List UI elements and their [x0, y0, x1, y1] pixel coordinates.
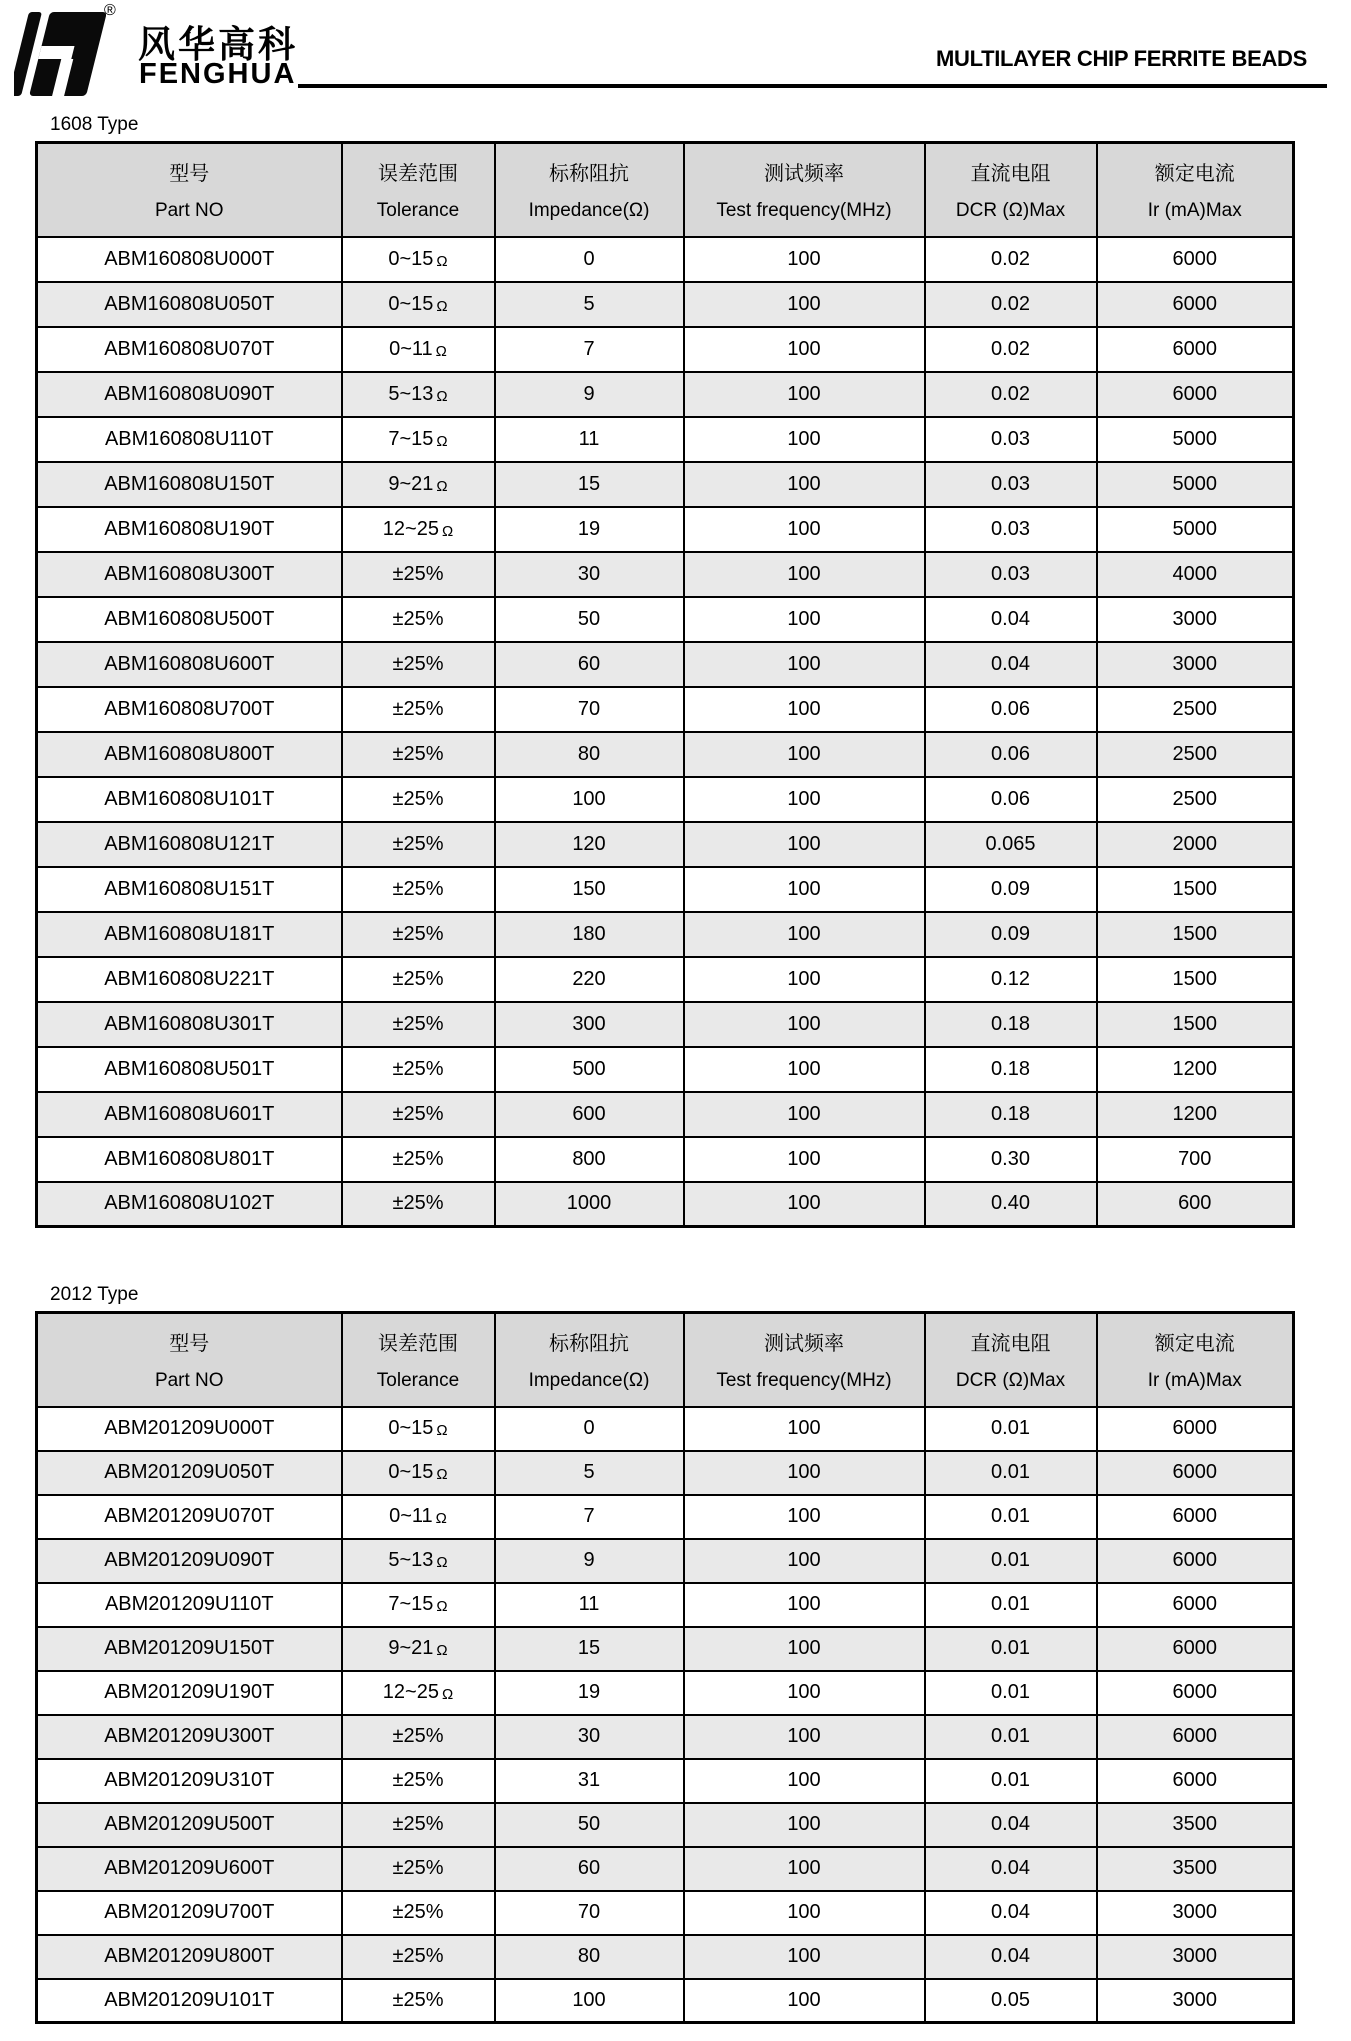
- cell-rated-current: 700: [1097, 1137, 1294, 1182]
- cell-rated-current: 4000: [1097, 552, 1294, 597]
- cell-part-no: ABM160808U102T: [37, 1182, 342, 1227]
- cell-tolerance: ±25%: [342, 552, 495, 597]
- cell-part-no: ABM201209U101T: [37, 1979, 342, 2023]
- cell-dcr: 0.12: [925, 957, 1097, 1002]
- cell-part-no: ABM201209U000T: [37, 1407, 342, 1451]
- cell-test-frequency: 100: [684, 1583, 925, 1627]
- cell-impedance: 300: [495, 1002, 684, 1047]
- cell-impedance: 60: [495, 1847, 684, 1891]
- cell-dcr: 0.04: [925, 642, 1097, 687]
- cell-tolerance: ±25%: [342, 1715, 495, 1759]
- spec-row: [37, 777, 1294, 822]
- cell-part-no: ABM160808U301T: [37, 1002, 342, 1047]
- cell-tolerance: ±25%: [342, 1182, 495, 1227]
- spec-row: [37, 327, 1294, 372]
- cell-part-no: ABM201209U500T: [37, 1803, 342, 1847]
- cell-tolerance: 9~21 Ω: [342, 1627, 495, 1671]
- spec-row: [37, 1759, 1294, 1803]
- cell-tolerance: ±25%: [342, 1137, 495, 1182]
- cell-dcr: 0.03: [925, 507, 1097, 552]
- cell-rated-current: 2500: [1097, 732, 1294, 777]
- spec-row: [37, 1891, 1294, 1935]
- cell-rated-current: 600: [1097, 1182, 1294, 1227]
- cell-rated-current: 1500: [1097, 957, 1294, 1002]
- cell-tolerance: ±25%: [342, 1759, 495, 1803]
- cell-part-no: ABM201209U310T: [37, 1759, 342, 1803]
- spec-row: [37, 1137, 1294, 1182]
- cell-part-no: ABM201209U700T: [37, 1891, 342, 1935]
- column-header-test-frequency: 测试频率 Test frequency(MHz): [684, 143, 925, 237]
- cell-part-no: ABM160808U221T: [37, 957, 342, 1002]
- cell-rated-current: 3000: [1097, 1935, 1294, 1979]
- cell-part-no: ABM160808U181T: [37, 912, 342, 957]
- cell-part-no: ABM160808U601T: [37, 1092, 342, 1137]
- cell-tolerance: ±25%: [342, 957, 495, 1002]
- cell-test-frequency: 100: [684, 912, 925, 957]
- cell-part-no: ABM201209U090T: [37, 1539, 342, 1583]
- cell-rated-current: 3500: [1097, 1803, 1294, 1847]
- cell-dcr: 0.02: [925, 282, 1097, 327]
- spec-row: [37, 1935, 1294, 1979]
- cell-dcr: 0.05: [925, 1979, 1097, 2023]
- cell-dcr: 0.01: [925, 1715, 1097, 1759]
- cell-dcr: 0.065: [925, 822, 1097, 867]
- column-header-rated-current: 额定电流 Ir (mA)Max: [1097, 1313, 1294, 1407]
- cell-impedance: 19: [495, 1671, 684, 1715]
- cell-impedance: 15: [495, 1627, 684, 1671]
- cell-dcr: 0.04: [925, 1847, 1097, 1891]
- cell-part-no: ABM201209U070T: [37, 1495, 342, 1539]
- cell-test-frequency: 100: [684, 1979, 925, 2023]
- spec-row: [37, 1979, 1294, 2023]
- cell-rated-current: 6000: [1097, 327, 1294, 372]
- cell-rated-current: 6000: [1097, 1671, 1294, 1715]
- spec-row: [37, 687, 1294, 732]
- cell-test-frequency: 100: [684, 597, 925, 642]
- cell-test-frequency: 100: [684, 1539, 925, 1583]
- cell-impedance: 80: [495, 732, 684, 777]
- cell-rated-current: 6000: [1097, 1451, 1294, 1495]
- cell-impedance: 5: [495, 282, 684, 327]
- cell-part-no: ABM201209U190T: [37, 1671, 342, 1715]
- spec-row: [37, 1047, 1294, 1092]
- spec-row: [37, 462, 1294, 507]
- section-2012-type: [0, 1284, 1351, 2024]
- cell-impedance: 120: [495, 822, 684, 867]
- fenghua-logo-icon: [14, 8, 106, 105]
- spec-row: [37, 417, 1294, 462]
- cell-impedance: 11: [495, 1583, 684, 1627]
- spec-row: [37, 282, 1294, 327]
- cell-test-frequency: 100: [684, 732, 925, 777]
- cell-impedance: 15: [495, 462, 684, 507]
- cell-test-frequency: 100: [684, 1092, 925, 1137]
- cell-impedance: 7: [495, 1495, 684, 1539]
- cell-impedance: 1000: [495, 1182, 684, 1227]
- cell-part-no: ABM160808U300T: [37, 552, 342, 597]
- spec-row: [37, 1539, 1294, 1583]
- cell-part-no: ABM160808U070T: [37, 327, 342, 372]
- spec-row: [37, 1182, 1294, 1227]
- spec-row: [37, 822, 1294, 867]
- cell-dcr: 0.04: [925, 1803, 1097, 1847]
- cell-part-no: ABM160808U500T: [37, 597, 342, 642]
- spec-row: [37, 1847, 1294, 1891]
- column-header-part-no: 型号 Part NO: [37, 1313, 342, 1407]
- cell-rated-current: 1200: [1097, 1047, 1294, 1092]
- cell-tolerance: 12~25 Ω: [342, 507, 495, 552]
- cell-part-no: ABM201209U150T: [37, 1627, 342, 1671]
- cell-rated-current: 3000: [1097, 1979, 1294, 2023]
- brand-name-chinese: 风华高科: [138, 24, 298, 65]
- cell-rated-current: 2500: [1097, 777, 1294, 822]
- cell-rated-current: 6000: [1097, 1495, 1294, 1539]
- cell-test-frequency: 100: [684, 777, 925, 822]
- cell-rated-current: 3000: [1097, 642, 1294, 687]
- cell-impedance: 7: [495, 327, 684, 372]
- document-title: MULTILAYER CHIP FERRITE BEADS: [935, 46, 1307, 71]
- cell-dcr: 0.02: [925, 327, 1097, 372]
- cell-dcr: 0.30: [925, 1137, 1097, 1182]
- cell-test-frequency: 100: [684, 1495, 925, 1539]
- cell-tolerance: 7~15 Ω: [342, 1583, 495, 1627]
- cell-dcr: 0.04: [925, 1891, 1097, 1935]
- cell-tolerance: ±25%: [342, 867, 495, 912]
- cell-test-frequency: 100: [684, 1627, 925, 1671]
- cell-tolerance: 0~15 Ω: [342, 1451, 495, 1495]
- cell-part-no: ABM160808U101T: [37, 777, 342, 822]
- cell-dcr: 0.01: [925, 1495, 1097, 1539]
- cell-test-frequency: 100: [684, 1715, 925, 1759]
- spec-row: [37, 1407, 1294, 1451]
- cell-tolerance: ±25%: [342, 642, 495, 687]
- cell-rated-current: 1500: [1097, 912, 1294, 957]
- cell-dcr: 0.01: [925, 1451, 1097, 1495]
- cell-impedance: 180: [495, 912, 684, 957]
- cell-tolerance: ±25%: [342, 1891, 495, 1935]
- cell-test-frequency: 100: [684, 552, 925, 597]
- cell-tolerance: ±25%: [342, 597, 495, 642]
- cell-test-frequency: 100: [684, 1847, 925, 1891]
- spec-row: [37, 867, 1294, 912]
- cell-impedance: 9: [495, 1539, 684, 1583]
- cell-part-no: ABM160808U700T: [37, 687, 342, 732]
- cell-rated-current: 1200: [1097, 1092, 1294, 1137]
- spec-table-2012: [35, 1311, 1295, 2024]
- cell-rated-current: 6000: [1097, 1759, 1294, 1803]
- cell-rated-current: 2000: [1097, 822, 1294, 867]
- cell-dcr: 0.01: [925, 1539, 1097, 1583]
- cell-test-frequency: 100: [684, 1759, 925, 1803]
- cell-dcr: 0.09: [925, 867, 1097, 912]
- cell-dcr: 0.06: [925, 777, 1097, 822]
- cell-impedance: 220: [495, 957, 684, 1002]
- spec-row: [37, 1627, 1294, 1671]
- cell-part-no: ABM160808U501T: [37, 1047, 342, 1092]
- cell-impedance: 50: [495, 597, 684, 642]
- cell-dcr: 0.01: [925, 1671, 1097, 1715]
- cell-test-frequency: 100: [684, 1407, 925, 1451]
- cell-part-no: ABM160808U121T: [37, 822, 342, 867]
- cell-dcr: 0.02: [925, 372, 1097, 417]
- cell-part-no: ABM201209U300T: [37, 1715, 342, 1759]
- column-header-dcr: 直流电阻 DCR (Ω)Max: [925, 143, 1097, 237]
- cell-part-no: ABM201209U110T: [37, 1583, 342, 1627]
- cell-dcr: 0.18: [925, 1002, 1097, 1047]
- cell-dcr: 0.06: [925, 732, 1097, 777]
- cell-part-no: ABM160808U190T: [37, 507, 342, 552]
- cell-impedance: 9: [495, 372, 684, 417]
- spec-row: [37, 642, 1294, 687]
- cell-impedance: 50: [495, 1803, 684, 1847]
- cell-impedance: 0: [495, 237, 684, 282]
- column-header-impedance: 标称阻抗 Impedance(Ω): [495, 1313, 684, 1407]
- cell-tolerance: ±25%: [342, 822, 495, 867]
- cell-dcr: 0.09: [925, 912, 1097, 957]
- cell-test-frequency: 100: [684, 822, 925, 867]
- cell-impedance: 5: [495, 1451, 684, 1495]
- section-1608-type: [0, 114, 1351, 1228]
- cell-impedance: 70: [495, 1891, 684, 1935]
- cell-impedance: 500: [495, 1047, 684, 1092]
- cell-test-frequency: 100: [684, 1182, 925, 1227]
- spec-row: [37, 372, 1294, 417]
- column-header-tolerance: 误差范围 Tolerance: [342, 1313, 495, 1407]
- cell-tolerance: 0~15 Ω: [342, 237, 495, 282]
- spec-row: [37, 957, 1294, 1002]
- spec-row: [37, 1583, 1294, 1627]
- brand-name-english: FENGHUA: [139, 58, 297, 90]
- cell-part-no: ABM160808U050T: [37, 282, 342, 327]
- cell-test-frequency: 100: [684, 1451, 925, 1495]
- cell-test-frequency: 100: [684, 1803, 925, 1847]
- cell-tolerance: ±25%: [342, 1047, 495, 1092]
- cell-part-no: ABM201209U050T: [37, 1451, 342, 1495]
- cell-impedance: 100: [495, 777, 684, 822]
- cell-rated-current: 1500: [1097, 1002, 1294, 1047]
- spec-row: [37, 1671, 1294, 1715]
- cell-dcr: 0.03: [925, 417, 1097, 462]
- cell-tolerance: 9~21 Ω: [342, 462, 495, 507]
- cell-dcr: 0.01: [925, 1407, 1097, 1451]
- cell-part-no: ABM160808U110T: [37, 417, 342, 462]
- spec-row: [37, 552, 1294, 597]
- page-header: [0, 0, 1351, 100]
- cell-test-frequency: 100: [684, 642, 925, 687]
- cell-test-frequency: 100: [684, 282, 925, 327]
- cell-tolerance: ±25%: [342, 1803, 495, 1847]
- spec-row: [37, 1092, 1294, 1137]
- cell-impedance: 19: [495, 507, 684, 552]
- column-header-impedance: 标称阻抗 Impedance(Ω): [495, 143, 684, 237]
- spec-row: [37, 1451, 1294, 1495]
- cell-part-no: ABM160808U151T: [37, 867, 342, 912]
- cell-test-frequency: 100: [684, 1891, 925, 1935]
- column-header-part-no: 型号 Part NO: [37, 143, 342, 237]
- cell-impedance: 30: [495, 552, 684, 597]
- cell-dcr: 0.04: [925, 1935, 1097, 1979]
- cell-test-frequency: 100: [684, 327, 925, 372]
- header-divider: [298, 84, 1327, 88]
- cell-dcr: 0.40: [925, 1182, 1097, 1227]
- cell-dcr: 0.06: [925, 687, 1097, 732]
- cell-rated-current: 6000: [1097, 372, 1294, 417]
- cell-rated-current: 6000: [1097, 1715, 1294, 1759]
- cell-impedance: 11: [495, 417, 684, 462]
- cell-rated-current: 2500: [1097, 687, 1294, 732]
- cell-rated-current: 5000: [1097, 417, 1294, 462]
- cell-tolerance: ±25%: [342, 1002, 495, 1047]
- cell-rated-current: 6000: [1097, 282, 1294, 327]
- cell-tolerance: 0~15 Ω: [342, 282, 495, 327]
- cell-tolerance: ±25%: [342, 777, 495, 822]
- cell-rated-current: 6000: [1097, 237, 1294, 282]
- column-header-tolerance: 误差范围 Tolerance: [342, 143, 495, 237]
- cell-test-frequency: 100: [684, 462, 925, 507]
- column-header-test-frequency: 测试频率 Test frequency(MHz): [684, 1313, 925, 1407]
- cell-impedance: 60: [495, 642, 684, 687]
- cell-dcr: 0.04: [925, 597, 1097, 642]
- cell-rated-current: 3000: [1097, 597, 1294, 642]
- cell-rated-current: 5000: [1097, 507, 1294, 552]
- cell-part-no: ABM160808U000T: [37, 237, 342, 282]
- cell-rated-current: 3000: [1097, 1891, 1294, 1935]
- cell-test-frequency: 100: [684, 687, 925, 732]
- cell-tolerance: 12~25 Ω: [342, 1671, 495, 1715]
- cell-part-no: ABM160808U090T: [37, 372, 342, 417]
- cell-rated-current: 6000: [1097, 1583, 1294, 1627]
- cell-impedance: 600: [495, 1092, 684, 1137]
- cell-part-no: ABM160808U150T: [37, 462, 342, 507]
- spec-row: [37, 237, 1294, 282]
- cell-tolerance: 5~13 Ω: [342, 1539, 495, 1583]
- cell-tolerance: ±25%: [342, 1979, 495, 2023]
- registered-trademark-icon: ®: [104, 2, 116, 19]
- cell-tolerance: ±25%: [342, 1935, 495, 1979]
- cell-test-frequency: 100: [684, 1137, 925, 1182]
- cell-tolerance: ±25%: [342, 1847, 495, 1891]
- cell-impedance: 0: [495, 1407, 684, 1451]
- cell-test-frequency: 100: [684, 1047, 925, 1092]
- cell-tolerance: ±25%: [342, 687, 495, 732]
- cell-tolerance: ±25%: [342, 912, 495, 957]
- cell-test-frequency: 100: [684, 372, 925, 417]
- table-header-row: [37, 143, 1294, 237]
- spec-row: [37, 912, 1294, 957]
- cell-rated-current: 5000: [1097, 462, 1294, 507]
- cell-test-frequency: 100: [684, 417, 925, 462]
- cell-part-no: ABM201209U800T: [37, 1935, 342, 1979]
- cell-tolerance: ±25%: [342, 732, 495, 777]
- cell-part-no: ABM160808U800T: [37, 732, 342, 777]
- cell-impedance: 31: [495, 1759, 684, 1803]
- cell-rated-current: 6000: [1097, 1627, 1294, 1671]
- column-header-dcr: 直流电阻 DCR (Ω)Max: [925, 1313, 1097, 1407]
- spec-row: [37, 1803, 1294, 1847]
- cell-rated-current: 1500: [1097, 867, 1294, 912]
- cell-dcr: 0.18: [925, 1092, 1097, 1137]
- cell-test-frequency: 100: [684, 1002, 925, 1047]
- cell-dcr: 0.03: [925, 552, 1097, 597]
- spec-row: [37, 1715, 1294, 1759]
- cell-impedance: 100: [495, 1979, 684, 2023]
- column-header-rated-current: 额定电流 Ir (mA)Max: [1097, 143, 1294, 237]
- cell-tolerance: 0~15 Ω: [342, 1407, 495, 1451]
- cell-dcr: 0.01: [925, 1759, 1097, 1803]
- cell-part-no: ABM201209U600T: [37, 1847, 342, 1891]
- table-header-row: [37, 1313, 1294, 1407]
- spec-row: [37, 1495, 1294, 1539]
- cell-rated-current: 3500: [1097, 1847, 1294, 1891]
- cell-dcr: 0.01: [925, 1627, 1097, 1671]
- cell-impedance: 30: [495, 1715, 684, 1759]
- cell-tolerance: 0~11 Ω: [342, 327, 495, 372]
- cell-dcr: 0.03: [925, 462, 1097, 507]
- spec-row: [37, 732, 1294, 777]
- spec-row: [37, 507, 1294, 552]
- spec-table-1608: [35, 141, 1295, 1228]
- cell-test-frequency: 100: [684, 237, 925, 282]
- cell-rated-current: 6000: [1097, 1539, 1294, 1583]
- cell-impedance: 80: [495, 1935, 684, 1979]
- cell-tolerance: 5~13 Ω: [342, 372, 495, 417]
- cell-test-frequency: 100: [684, 1935, 925, 1979]
- cell-rated-current: 6000: [1097, 1407, 1294, 1451]
- cell-part-no: ABM160808U600T: [37, 642, 342, 687]
- cell-test-frequency: 100: [684, 957, 925, 1002]
- cell-tolerance: ±25%: [342, 1092, 495, 1137]
- spec-row: [37, 1002, 1294, 1047]
- cell-impedance: 800: [495, 1137, 684, 1182]
- cell-impedance: 70: [495, 687, 684, 732]
- cell-dcr: 0.02: [925, 237, 1097, 282]
- cell-dcr: 0.18: [925, 1047, 1097, 1092]
- cell-impedance: 150: [495, 867, 684, 912]
- cell-dcr: 0.01: [925, 1583, 1097, 1627]
- cell-part-no: ABM160808U801T: [37, 1137, 342, 1182]
- section-label-1608: 1608 Type: [50, 114, 139, 135]
- cell-tolerance: 0~11 Ω: [342, 1495, 495, 1539]
- section-label-2012: 2012 Type: [50, 1284, 139, 1305]
- spec-row: [37, 597, 1294, 642]
- cell-test-frequency: 100: [684, 507, 925, 552]
- cell-tolerance: 7~15 Ω: [342, 417, 495, 462]
- cell-test-frequency: 100: [684, 1671, 925, 1715]
- cell-test-frequency: 100: [684, 867, 925, 912]
